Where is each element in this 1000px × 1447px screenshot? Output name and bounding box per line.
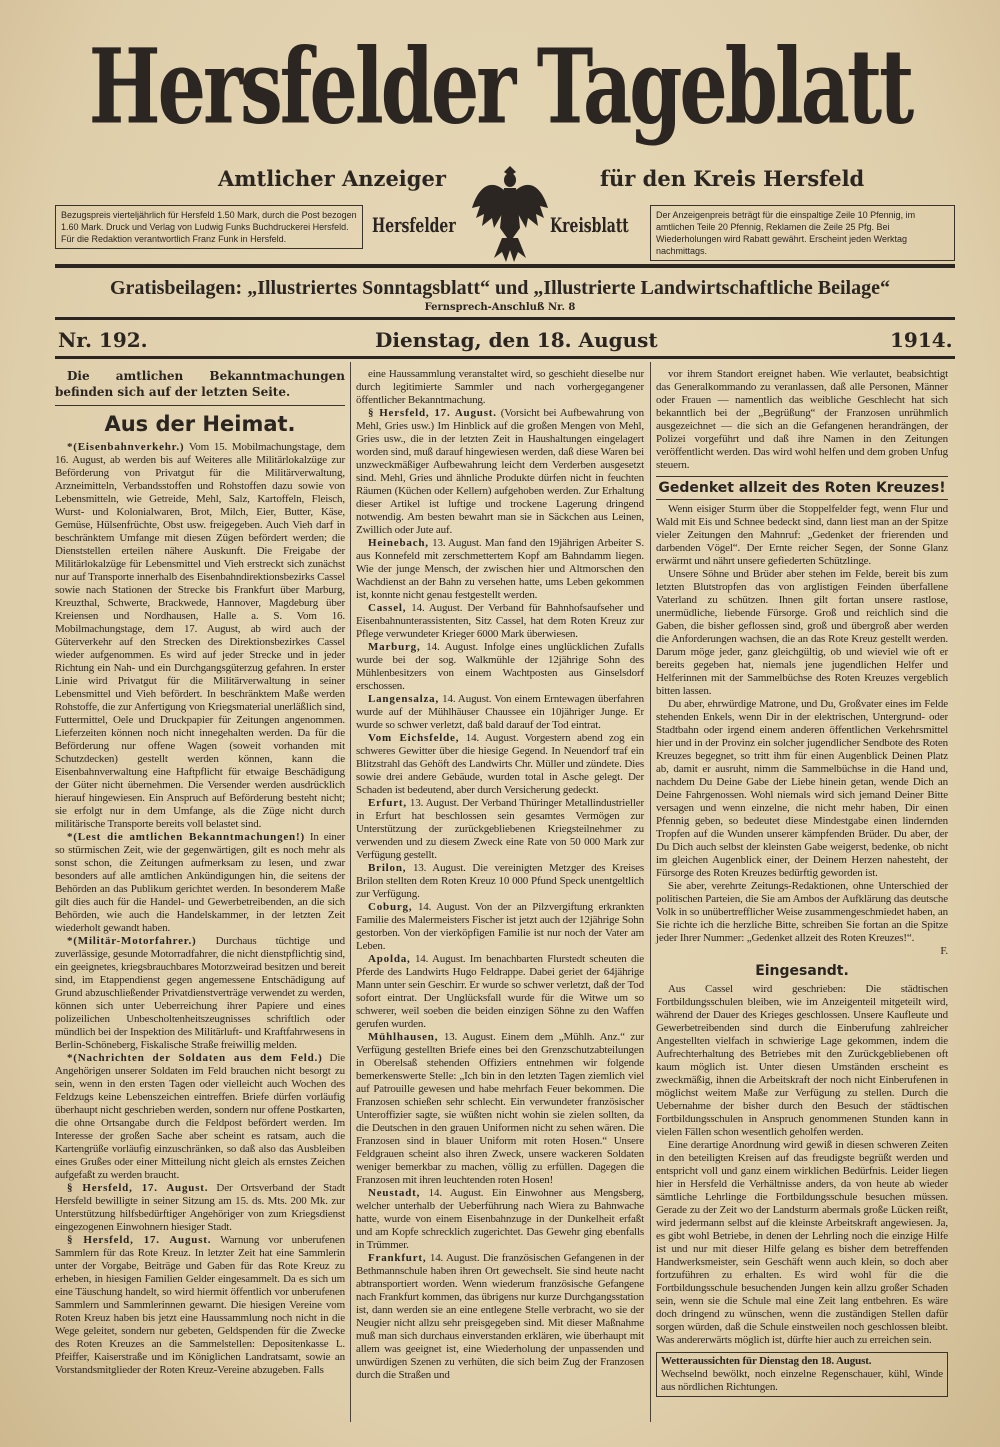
issue-number: Nr. 192. — [58, 328, 148, 352]
article-paragraph — [55, 1052, 345, 1182]
article-lead: Cassel, — [368, 602, 407, 614]
column-2 — [356, 368, 644, 1382]
article-lead: *(Eisenbahnverkehr.) — [67, 441, 185, 453]
article-paragraph — [356, 693, 644, 732]
article-paragraph — [656, 568, 948, 698]
article-paragraph — [356, 407, 644, 537]
subtitle-left: Amtlicher Anzeiger — [218, 166, 446, 191]
article-lead: § Hersfeld, 17. August. — [67, 1182, 209, 1194]
section-heading: Eingesandt. — [755, 963, 849, 979]
article-paragraph — [656, 1139, 948, 1347]
article-text: Eine derartige Anordnung wird gewiß in diesen schweren Zeiten in den beteiligten Kreisen auf das freudigste begrüßt werden und entspricht voll und ganz einem wirklichen Bedürfnis. Leider liegen hier in Hersfeld die Verhältnisse anders, da von heute ab wieder sämtliche Lehrlinge die Fortbildungsschule besuchen müssen. Gerade zu der Zeit wo der Landsturm abermals große Lücken reißt, wird jedermann selbst auf die kleinste Arbeitskraft angewiesen. Ja, es gibt wohl Betriebe, in denen der Lehrling noch die einzige Hilfe ist und nur mit dieser Hilfe gelang es bisher dem betreffenden Handwerksmeister, sein Geschäft wenn auch klein, so doch aber fortzuführen zu erhalten. Es wird wohl für die die Fortbildungsschule besuchenden Jungen kein allzu großer Schaden sein, wenn sie die Schule mal eine Zeit lang entbehren. Es wäre doch dringend zu wünschen, wenn die zuständigen Stellen dafür sorgen würden, daß die Schule einstweilen noch geschlossen bleibt. Was andererwärts möglich ist, dürfte hier auch zu erreichen sein. — [656, 1139, 948, 1346]
telephone-line: Fernsprech-Anschluß Nr. 8 — [424, 302, 576, 313]
issue-date: Dienstag, den 18. August — [375, 328, 658, 352]
article-signature: F. — [940, 945, 948, 957]
article-text: 14. August. Ein Einwohner aus Mengsberg, welcher unterhalb der Ueberführung nach Wiera zu Bahnwache hatte, wurde von einem Eisenbahnzuge in der Dunkelheit erfaßt und am Kopfe schrecklich zugerichtet. Das Gewehr ging ebenfalls in Trümmer. — [356, 1187, 644, 1251]
header-rule — [55, 317, 955, 320]
article-paragraph — [656, 983, 948, 1139]
article-lead: Heinebach, — [368, 537, 429, 549]
weather-title: Wetteraussichten für Dienstag den 18. August. — [661, 1355, 872, 1367]
article-lead: Vom Eichsfelde, — [368, 732, 460, 744]
weather-text: Wechselnd bewölkt, noch einzelne Regenschauer, kühl, Winde aus nördlichen Richtungen. — [661, 1368, 943, 1393]
column-3 — [656, 368, 948, 1397]
article-text: 14. August. Der Verband für Bahnhofsaufseher und Eisenbahnunterassistenten, Sitz Cassel, hat dem Roten Kreuz zur Pflege verwundeter Krieger 6000 Mark überwiesen. — [356, 602, 644, 640]
article-lead: Frankfurt, — [368, 1252, 427, 1264]
article-text: Du aber, ehrwürdige Matrone, und Du, Großvater eines im Felde stehenden Enkels, wenn Dir in der elektrischen, Untergrund- oder Stadtbahn oder irgend einem anderen öffentlichen Verkehrsmittel hier und in der Provinz ein solcher jugendlicher Sendbote des Roten Kreuzes begegnet, so tritt ihm für einen Augenblick Deinen Platz ab, damit er ausruht, nimm die Sammelbüchse in die Hand und, nachdem Du Deine Gabe der Liebe hinein getan, wende Dich an Deine Fahrgenossen. Wohl niemals wird sich jemand Deiner Bitte versagen und wenn einzelne, die nicht mehr haben, Dir einen Pfennig geben, so bedeutet diese Mindestgabe einen lindernden Tropfen auf die Wunden unserer kämpfenden Brüder. Du aber, der Du Dich auch selbst der kleinsten Gabe weigerst, bedenke, ob nicht im gleichen Augenblick einer, der Deinem Herzen nahesteht, der Fürsorge des Roten Kreuzes bedürftig geworden ist. — [656, 698, 948, 879]
header-rule — [55, 264, 955, 268]
article-paragraph — [55, 1234, 345, 1377]
article-paragraph — [356, 1031, 644, 1187]
article-paragraph — [356, 797, 644, 862]
article-paragraph — [656, 503, 948, 568]
article-text: 14. August. Von einem Erntewagen überfahren wurde auf der Mühlhäuser Chaussee ein 10jähriger Junge. Er wurde so schwer verletzt, daß bald darauf der Tod eintrat. — [356, 693, 644, 731]
article-lead: *(Lest die amtlichen Bekanntmachungen!) — [67, 831, 305, 843]
article-paragraph — [55, 441, 345, 831]
article-paragraph — [356, 537, 644, 602]
article-lead: *(Nachrichten der Soldaten aus dem Feld.) — [67, 1052, 323, 1064]
article-lead: Mühlhausen, — [368, 1031, 439, 1043]
article-text: Aus Cassel wird geschrieben: Die städtischen Fortbildungsschulen bleiben, wie im Anzeigenteil mitgeteilt wird, während der Dauer des Krieges geschlossen. Unsere Kaufleute und Gewerbetreibenden sind durch die Einberufung zahlreicher Angestellten vielfach in schwierige Lage gekommen, indem die Aufrechterhaltung des Betriebes mit den Zurückgebliebenen oft kaum möglich ist. Unter diesen Umständen erscheint es zweckmäßig, ihnen die Arbeitskraft der noch nicht Einberufenen in möglichst weitem Maße zur Verfügung zu stellen. Durch die Uebernahme der bisher durch den Besuch der städtischen Fortbildungsschulen in Anspruch genommenen Stunden kann in vielen Fällen schon wesentlich geholfen werden. — [656, 983, 948, 1138]
article-text: 14. August. Von der an Pilzvergiftung erkrankten Familie des Malermeisters Fischer ist jetzt auch der 12jährige Sohn gestorben. Von der vierköpfigen Familie ist nur noch der Vater am Leben. — [356, 901, 644, 952]
article-paragraph — [356, 953, 644, 1031]
article-text: In einer so stürmischen Zeit, wie der gegenwärtigen, gilt es noch mehr als sonst schon, die Zeitungen aufmerksam zu lesen, und zwar besonders auf alle amtlichen Ankündigungen hin, die seitens der Behörden an das Publikum gerichtet werden. In besonderem Maße gilt dies auch für die Handel- und Gewerbetreibenden, an die sich Behörden, wie auch die Handelskammer, in der letzten Zeit wiederholt gewandt haben. — [55, 831, 345, 934]
article-paragraph — [656, 698, 948, 880]
boxed-heading: Gedenket allzeit des Roten Kreuzes! — [656, 476, 948, 500]
supplements-line: Gratisbeilagen: „Illustriertes Sonntagsblatt“ und „Illustrierte Landwirtschaftliche Beilage“ — [110, 277, 890, 299]
column-divider — [650, 362, 651, 1422]
article-paragraph — [356, 901, 644, 953]
article-paragraph — [55, 935, 345, 1052]
article-paragraph — [656, 368, 948, 472]
article-lead: Neustadt, — [368, 1187, 421, 1199]
article-text: 13. August. Der Verband Thüringer Metallindustrieller in Erfurt hat beschlossen sein gesamtes Vermögen zur Unterstützung der zurückgebliebenen Kriegsteilnehmer zu verwenden und zu diesem Zweck eine Rate von 50 000 Mark zur Verfügung gestellt. — [356, 797, 644, 861]
issue-year: 1914. — [890, 328, 953, 352]
article-paragraph — [356, 368, 644, 407]
article-lead: Erfurt, — [368, 797, 407, 809]
article-text: vor ihrem Standort ereignet haben. Wie verlautet, beabsichtigt das Generalkommando zu veranlassen, daß alle Personen, Männer oder Frauen — namentlich das weibliche Geschlecht hat sich bekanntlich bei der „Begrüßung“ der Franzosen unrühmlich ausgezeichnet — die sich an die Gefangenen herandrängen, der Polizei vorgeführt und daß ihre Namen in den Zeitungen veröffentlicht werden. Das wird wohl helfen und dem groben Unfug steuern. — [656, 368, 948, 471]
article-text: Wenn eisiger Sturm über die Stoppelfelder fegt, wenn Flur und Wald mit Eis und Schnee bedeckt sind, dann liest man an der Spitze vieler Zeitungen den Mahnruf: „Gedenket der frierenden und darbenden Vögel“. Der Ernte reicher Segen, der Sonne Glanz erwärmt und nährt unsere gefiederten Schützlinge. — [656, 503, 948, 567]
article-lead: Coburg, — [368, 901, 413, 913]
notice-text: Die amtlichen Bekanntmachungen befinden sich auf der letzten Seite. — [55, 368, 345, 406]
article-paragraph — [656, 880, 948, 945]
article-text: Sie aber, verehrte Zeitungs-Redaktionen, ohne Unterschied der politischen Parteien, die Sie am Ambos der Aufklärung das deutsche Volk in so unübertrefflicher Weise zusammengeschmiedet haben, an Sie richte ich die herzliche Bitte, schreiben Sie fortan an die Spitze jeder Ihrer Nummer: „Gedenket allzeit des Roten Kreuzes!“. — [656, 880, 948, 944]
kreisblatt-label-right: Kreisblatt — [550, 215, 629, 238]
article-lead: § Hersfeld, 17. August. — [67, 1234, 212, 1246]
article-text: 13. August. Man fand den 19jährigen Arbeiter S. aus Konnefeld mit zerschmettertem Kopf am Bahndamm liegen. Wie der junge Mensch, der zwischen hier und Altmorschen den Wachdienst an der Bahn zu versehen hatte, ums Leben gekommen ist, konnte nicht genau festgestellt werden. — [356, 537, 644, 601]
article-text: 13. August. Einem dem „Mühlh. Anz.“ zur Verfügung gestellten Briefe eines bei den Grenzschutzabteilungen in Oberelsaß stehenden Offiziers entnehmen wir folgende bemerkenswerte Stelle: „Ich bin in den letzten Tagen ziemlich viel auf Patrouille gewesen und habe mehrfach Feuer bekommen. Die Franzosen schießen sehr schlecht. Ein verwundeter französischer Unteroffizier sagte, sie wüßten nicht wohin sie zielen sollten, da die Deutschen in den grauen Uniformen nicht zu sehen wären. Die Franzosen sind in blauer Uniform mit roten Hosen.“ Unsere Feldgrauen scheint also ihren Zweck, unsere wackeren Soldaten weniger bemerkbar zu machen, völlig zu erfüllen. Dagegen die Franzosen mit ihren leuchtenden roten Hosen! — [356, 1031, 644, 1186]
article-paragraph — [356, 732, 644, 797]
article-paragraph — [356, 1252, 644, 1382]
article-paragraph — [356, 1187, 644, 1252]
column-1 — [55, 368, 345, 1377]
article-text: 14. August. Vorgestern abend zog ein schweres Gewitter über die hiesige Gegend. In Neuendorf traf ein Blitzstrahl das Gehöft des Landwirts Chr. Müller und zündete. Dies sowie drei andere Gebäude, wurden total in Asche gelegt. Der Schaden ist bedeutend, aber durch Versicherung gedeckt. — [356, 732, 644, 796]
article-paragraph — [356, 641, 644, 693]
article-text: 14. August. Infolge eines unglücklichen Zufalls wurde bei der sog. Walkmühle der 12jährige Sohn des Mühlenbesitzers von einem Wachtposten aus Ginselsdorf erschossen. — [356, 641, 644, 692]
article-lead: Marburg, — [368, 641, 421, 653]
article-text: Durchaus tüchtige und zuverlässige, gesunde Motorradfahrer, die nicht dienstpflichtig sind, ein geeignetes, kriegsbrauchbares Motorzweirad besitzen und bereit sind, im Etappendienst gegen angemessene Entschädigung auf Grund abzuschließender Privatdienstverträge verwendet zu werden, können sich unter Ueberreichung ihrer Papiere und eines polizeilichen Unbescholtenheitszeugnisses schriftlich oder mündlich bei der Inspektion des Militärluft- und Kraftfahrwesens in Berlin-Schöneberg, Fiskalische Straße freiwillig melden. — [55, 935, 345, 1051]
article-lead: Langensalza, — [368, 693, 440, 705]
header-rule — [55, 356, 955, 359]
article-text: 14. August. Im benachbarten Flurstedt scheuten die Pferde des Landwirts Hugo Feldrappe. Dabei geriet der 64jährige Mann unter sein Geschirr. Er wurde so schwer verletzt, daß der Tod sofort eintrat. Der Unglücksfall wurde für die Witwe um so schwerer, weil soeben die beiden einzigen Söhne zu den Waffen gerufen wurden. — [356, 953, 644, 1030]
kreisblatt-label-left: Hersfelder — [372, 215, 456, 238]
article-paragraph — [356, 862, 644, 901]
article-lead: *(Militär-Motorfahrer.) — [67, 935, 197, 947]
article-paragraph — [356, 602, 644, 641]
article-text: eine Haussammlung veranstaltet wird, so geschieht dieselbe nur durch legitimierte Sammler und nach vorhergegangener öffentlicher Bekanntmachung. — [356, 368, 644, 406]
article-paragraph — [55, 831, 345, 935]
article-text: Unsere Söhne und Brüder aber stehen im Felde, bereit bis zum letzten Blutstropfen das von arglistigen Feinden überfallene Vaterland zu schützen. Ihnen gilt fortan unsere rastlose, unermüdliche, liebende Fürsorge. Groß und reichlich sind die Gaben, die bisher geflossen sind, groß und übergroß aber werden die Anforderungen wachsen, die an das Rote Kreuz gestellt werden. Darum möge jeder, ganz gleichgültig, ob und wieviel wie oft er bereits gegeben hat, niemals jene jugendlichen Helfer und Helferinnen mit der Sammelbüchse des Roten Kreuzes vergeblich bitten lassen. — [656, 568, 948, 697]
article-text: 14. August. Die französischen Gefangenen in der Bethmannschule haben ihren Ort gewechselt. Sie sind heute nacht abtransportiert worden. Wenn wiederum französische Gefangene nach Frankfurt kommen, das übrigens nur kurze Durchgangsstation ist, dann werden sie an eine entlegene Stelle verbracht, wo sie der Neugier nicht allzu sehr preisgegeben sind. Mit dieser Maßnahme muß man sich durchaus einverstanden erklären, wie überhaupt mit allem was geeignet ist, eine Wiederholung der unpassenden und unwürdigen Szenen zu verhüten, die sich beim Zug der Franzosen durch die Straßen und — [356, 1252, 644, 1381]
subtitle-right: für den Kreis Hersfeld — [600, 166, 865, 191]
article-lead: Brilon, — [368, 862, 407, 874]
weather-forecast-box — [656, 1352, 948, 1397]
article-text: (Vorsicht bei Aufbewahrung von Mehl, Gries usw.) Im Hinblick auf die großen Mengen von Mehl, Gries usw., die in der letzten Zeit in Haushaltungen eingelagert worden sind, muß darauf hingewiesen werden, daß diese Waren bei unzweckmäßiger Aufbewahrung leicht dem Verderben ausgesetzt sind. Mehl, Gries und ähnliche Produkte dürfen nicht in feuchten Räumen (Küchen oder Kellern) aufgehoben werden. Zur Erhaltung dieser Artikel ist luftige und trockene Lagerung dringend notwendig. Am besten bewahrt man sie in Säckchen aus Leinen, Zwillich oder Jute auf. — [356, 407, 644, 536]
advertising-info-box: Der Anzeigenpreis beträgt für die einspaltige Zeile 10 Pfennig, im amtlichen Teile 20 Pfennig, Reklamen die Zeile 25 Pfg. Bei Wiederholungen wird Rabatt gewährt. Erscheint jeden Werktag nachmittags. — [650, 205, 955, 261]
article-text: Warnung vor unberufenen Sammlern für das Rote Kreuz. In letzter Zeit hat eine Sammlerin unter der Vorgabe, Beiträge und Gaben für das Rote Kreuz zu erheben, in hiesigen Familien Gelder eingesammelt. Da es sich um eine Täuschung handelt, so wird hiermit öffentlich vor unberufenen Sammlern und Sammlerinnen gewarnt. Die hiesigen Vereine vom Roten Kreuz haben bis jetzt eine Haussammlung noch nicht in die Wege geleitet, sondern nur gebeten, Geldspenden für die Zwecke des Roten Kreuzes an die Sammelstellen: Depositenkasse L. Pfeiffer, Kaiserstraße und im Königlichen Landratsamt, sowie an Vorstandsmitglieder der Roten Kreuz-Vereine abzugeben. Falls — [55, 1234, 345, 1376]
column-divider — [350, 362, 351, 1422]
article-paragraph — [55, 1182, 345, 1234]
article-text: Der Ortsverband der Stadt Hersfeld bewilligte in seiner Sitzung am 15. ds. Mts. 200 Mk. zur Unterstützung hilfsbedürftiger Angehöriger von zum Kriegsdienst eingezogenen Einwohnern hiesiger Stadt. — [55, 1182, 345, 1233]
subscription-info-box: Bezugspreis vierteljährlich für Hersfeld 1.50 Mark, durch die Post bezogen 1.60 Mark. Druck und Verlag von Ludwig Funks Buchdruckerei Hersfeld. Für die Redaktion verantwortlich Franz Funk in Hersfeld. — [55, 205, 363, 249]
article-text: 13. August. Die vereinigten Metzger des Kreises Brilon stellten dem Roten Kreuz 10 000 Pfund Speck unentgeltlich zur Verfügung. — [356, 862, 644, 900]
article-lead: § Hersfeld, 17. August. — [368, 407, 497, 419]
section-heading: Aus der Heimat. — [104, 412, 296, 436]
article-text: Vom 15. Mobilmachungstage, dem 16. August, ab werden bis auf Weiteres alle Militärlokalzüge zur Beförderung von Privatgut für die Militärverwaltung, Arzneimitteln, Verbandsstoffen und Rohstoffen dazu sowie von Lebensmitteln, wie Getreide, Mehl, Salz, Kartoffeln, Fleisch, Wurst- und Kolonialwaren, Brot, Milch, Eier, Butter, Käse, Gemüse, Hülsenfrüchte, Obst usw. freigegeben. Auch Vieh darf in beschränktem Umfange mit diesen Zügen befördert werden; die Dienststellen erteilen nähere Auskunft. Die Freigabe der Militärlokalzüge für Lebensmittel und Vieh erstreckt sich zunächst nur auf Transporte innerhalb des Eisenbahndirektionsbezirks Cassel sowie nach Stationen der Strecke bis Frankfurt über Marburg, Kreuzthal, Schwerte, Brackwede, Hannover, Magdeburg über Kreiensen und Nordhausen, Halle a. S. Vom 16. Mobilmachungstage, dem 17. August, ab wird auch der Güterverkehr auf den Strecken des Direktionsbezirkes Cassel wieder aufgenommen. Es wird auf jeder Strecke und in jeder Richtung ein Nah- und ein Durchgangsgüterzug gefahren. In erster Linie wird Privatgut für die Militärverwaltung in seiner Lebensmittel und Vieh befördert. In beschränktem Maße werden Rohstoffe, die zur Anfertigung von Kriegsmaterial unerläßlich sind, Futtermittel, Oele und Druckpapier für Zeitungen angenommen. Lieferzeiten können noch nicht innegehalten werden. Da für die Beförderung nur offene Wagen (soweit vorhanden mit Schutzdecken) gestellt werden können, kann die Eisenbahnverwaltung eine Haftpflicht für etwaige Beschädigung der Güter nicht übernehmen. Die Versender werden ausdrücklich hierauf hingewiesen. Ein Anspruch auf Beförderung besteht nicht; sie erfolgt nur in dem Umfange, als die Züge nicht durch militärische Transporte bereits voll belastet sind. — [55, 441, 345, 830]
masthead-title: Hersfelder Tageblatt — [88, 26, 912, 147]
article-text: Die Angehörigen unserer Soldaten im Feld brauchen nicht besorgt zu sein, wenn in den ersten Tagen oder vielleicht auch Wochen des Feldzugs keine Lebenszeichen eintreffen. Briefe dürfen vorläufig überhaupt nicht geschrieben werden, sondern nur offene Postkarten, die ohne Ortsangabe durch die Feldpost befördert werden. Im Interesse der großen Sache aber scheint es ratsam, auch die Kartengrüße vorläufig einzuschränken, so daß also das Ausbleiben eines Grußes oder einer Mitteilung nicht gleich als ernstes Zeichen aufgefaßt zu werden braucht. — [55, 1052, 345, 1181]
article-lead: Apolda, — [368, 953, 411, 965]
imperial-eagle-icon — [470, 158, 550, 268]
